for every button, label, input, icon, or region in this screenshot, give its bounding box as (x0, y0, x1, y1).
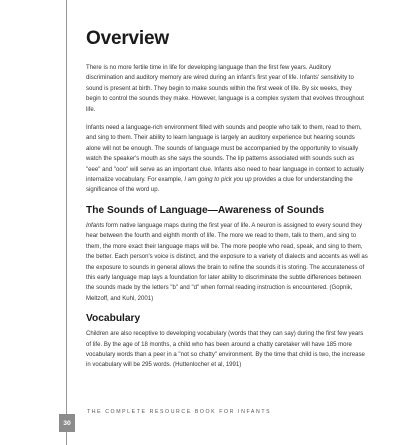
sounds-paragraph-lead: Infants (86, 222, 105, 229)
page-title: Overview (86, 28, 169, 49)
sounds-paragraph (86, 221, 368, 304)
vocabulary-paragraph: Children are also receptive to developing vocabulary (words that they can say) during the first few years of life. By the age of 18 months, a child who has been around a chatty caretaker will have 185 more vocabulary words than a peer in a "not so chatty" environment. By the time that child is two, the increase in vocabulary will be 295 words. (Huttenlocher et al, 1991) (86, 331, 365, 369)
overview-paragraph-1: There is no more fertile time in life for developing language than the first few years. Auditory discrimination and auditory memory are wired during an infant's first year of life. Infants' sensitivity to sound is present at birth. They begin to make sounds within the first week of life. By six weeks, they begin to control the sounds they make. However, language is a complex system that evolves throughout life. (86, 65, 364, 113)
overview-paragraph-2-text: Infants need a language-rich environment filled with sounds and people who talk to them, read to them, and sing to them. Their ability to learn language is largely an auditory experience but hearing sounds alone will not be enough. The sounds of language must be accompanied by the opportunity to visually watch the speaker's mouth as she says the sounds. The lip patterns associated with sounds such as "eee" and "ooo" will serve as an important clue. Infants also need to hear language in context to actually internalize vocabulary. For example, (86, 125, 364, 184)
sounds-paragraph-text: form native language maps during the first year of life. A neuron is assigned to every sound they hear between the fourth and eighth month of life. The more we read to them, talk to them, and sing to them, the more exact their language maps will be. The more people who read, speak, and sing to them, the better. Each person's voice is distinct, and the exposure to a variety of dialects and accents as well as the exposure to sounds in general allows the brain to refine the sounds it is storing. The accurateness of this early language map lays a foundation for later ability to discriminate the subtle differences between the sounds made by the letters "b" and "d" when formal reading instruction is encountered. (Gopnik, Meltzoff, and Kuhl, 2001) (86, 222, 368, 302)
running-head: THE COMPLETE RESOURCE BOOK FOR INFANTS (87, 409, 272, 415)
overview-example-phrase: I am going to pick you up (184, 177, 252, 184)
section-heading-sounds: The Sounds of Language—Awareness of Sounds (86, 204, 325, 216)
overview-paragraph-2-tail: provides a clue for understanding the significance of the word up. (86, 177, 353, 194)
overview-paragraph-2 (86, 123, 368, 196)
page-number-badge: 30 (59, 414, 75, 432)
section-heading-vocabulary: Vocabulary (86, 313, 141, 325)
page-footer (59, 409, 379, 434)
margin-rule (66, 0, 67, 445)
page-content (86, 28, 368, 379)
